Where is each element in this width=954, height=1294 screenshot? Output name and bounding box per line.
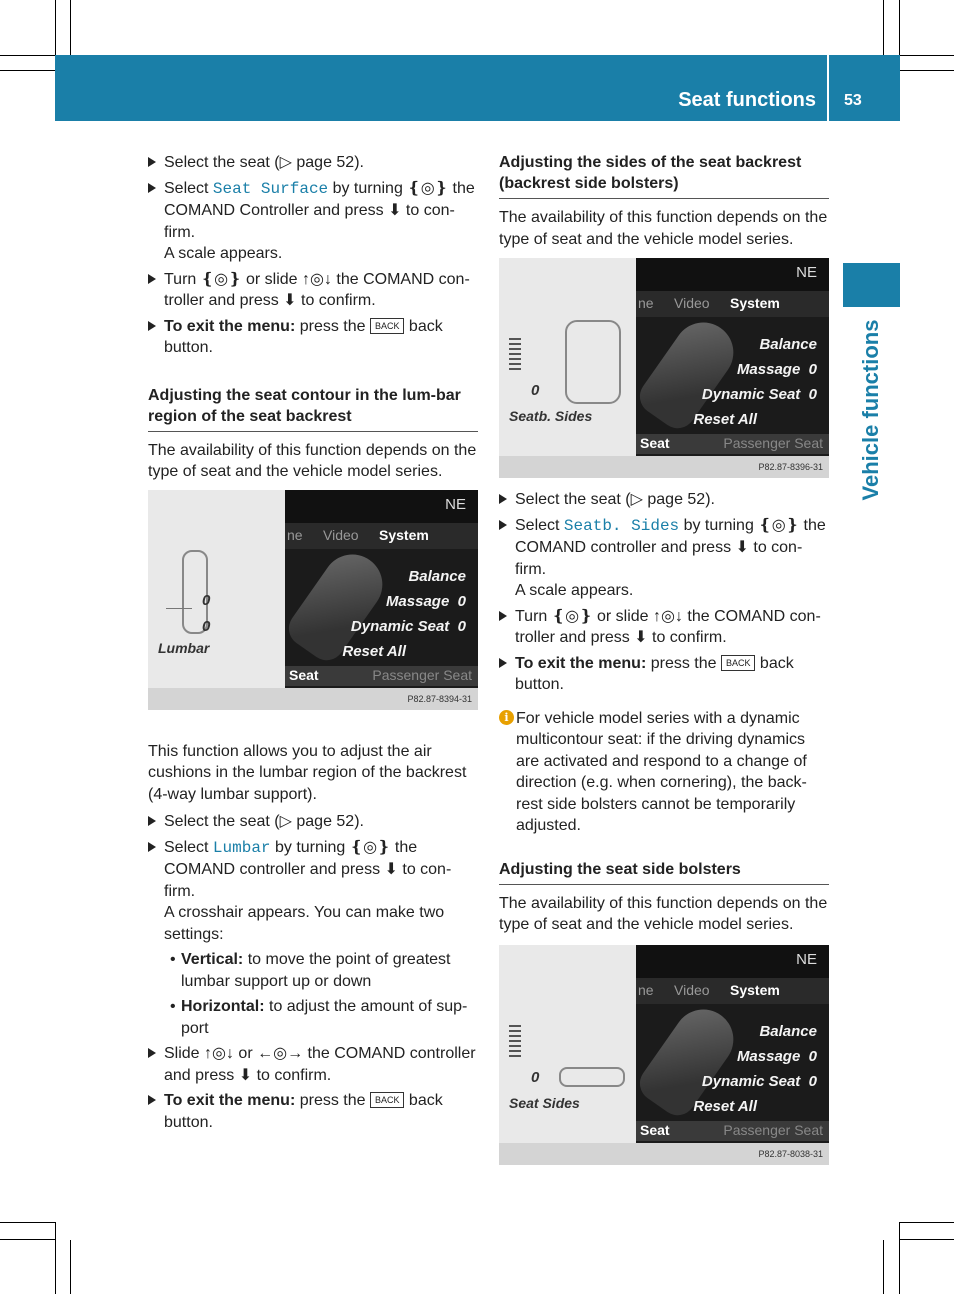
section-title: Seat functions: [678, 89, 816, 111]
step-text: Select: [164, 838, 213, 856]
screen-tabs: [636, 291, 829, 317]
crop-mark: [899, 0, 900, 55]
instruction-step: [148, 178, 478, 265]
paragraph: The availability of this function depends on the type of seat and the vehicle model series.: [148, 441, 477, 480]
passenger-seat-tab: Passenger Seat: [723, 1122, 823, 1138]
back-key-icon: BACK: [370, 318, 405, 334]
section-heading: Adjusting the seat side bolsters: [499, 859, 829, 885]
menu-item-massage: Massage 0: [736, 1048, 817, 1065]
image-caption: P82.87-8394-31: [148, 688, 478, 710]
tab-video: Video: [674, 982, 710, 998]
right-column-steps: [499, 489, 829, 942]
menu-item-dynamic-seat: Dynamic Seat 0: [701, 386, 817, 403]
step-arrow-icon: [499, 494, 507, 504]
info-note: [499, 708, 829, 837]
bullet-text: to adjust the amount of sup-port: [181, 998, 468, 1037]
screen-menu: [677, 336, 817, 436]
instruction-step: [148, 1043, 478, 1086]
screen-tabs: [636, 978, 829, 1004]
screen-label: Lumbar: [158, 640, 210, 656]
menu-item-massage: Massage 0: [736, 361, 817, 378]
menu-item-name: Seat Surface: [212, 179, 329, 198]
menu-item-dynamic-seat: Dynamic Seat 0: [350, 618, 466, 635]
menu-item-balance: Balance: [759, 1023, 817, 1040]
step-arrow-icon: [148, 1095, 156, 1105]
back-key-icon: BACK: [721, 655, 756, 671]
bullet-label: Vertical:: [181, 951, 244, 968]
step-text: press the: [295, 317, 370, 335]
step-text: Select: [164, 179, 213, 197]
menu-item-dynamic-seat: Dynamic Seat 0: [701, 1073, 817, 1090]
passenger-seat-tab: Passenger Seat: [723, 435, 823, 451]
step-text: Slide ↑◎↓ or ←◎→ the COMAND controller and press ⬇ to confirm.: [164, 1045, 476, 1084]
crop-mark: [70, 0, 71, 55]
step-text: press the: [295, 1092, 370, 1109]
paragraph: The availability of this function depends on the type of seat and the vehicle model series.: [499, 894, 828, 933]
step-label: To exit the menu:: [164, 317, 296, 335]
step-text: by turning ❴◎❵ the COMAND Controller and press ⬇ to con-firm.: [164, 179, 475, 241]
info-icon: i: [499, 710, 514, 725]
ne-indicator: NE: [796, 264, 817, 281]
tab-phone: ne: [287, 527, 303, 543]
image-caption: P82.87-8038-31: [499, 1143, 829, 1165]
step-arrow-icon: [499, 658, 507, 668]
step-text: by turning ❴◎❵ the COMAND controller and press ⬇ to con-firm.: [515, 516, 826, 578]
step-arrow-icon: [148, 1048, 156, 1058]
crop-mark: [0, 1239, 55, 1240]
crop-mark: [899, 1222, 900, 1294]
tab-system: System: [379, 527, 429, 543]
menu-item-name: Lumbar: [212, 838, 271, 857]
passenger-seat-tab: Passenger Seat: [372, 667, 472, 683]
ne-indicator: NE: [445, 496, 466, 513]
screen-image-lumbar: [148, 490, 478, 710]
chapter-title: Vehicle functions: [858, 319, 883, 501]
crop-mark: [0, 55, 55, 56]
step-text: by turning ❴◎❵ the COMAND controller and press ⬇ to con-firm.: [164, 838, 452, 900]
step-text: Select the seat (▷ page 52).: [515, 491, 715, 508]
instruction-step: [499, 606, 829, 649]
screen-bottombar: [285, 666, 478, 686]
crop-mark: [883, 0, 884, 55]
menu-item-reset-all: Reset All: [342, 643, 406, 660]
paragraph: The availability of this function depends on the type of seat and the vehicle model series.: [499, 209, 828, 248]
menu-item-name: Seatb. Sides: [563, 516, 680, 535]
list-item: • Horizontal: to adjust the amount of sup-port: [170, 998, 468, 1037]
crop-mark: [55, 0, 56, 55]
seat-cushion-icon: [559, 1067, 625, 1087]
menu-item-reset-all: Reset All: [693, 411, 757, 428]
seat-panel: [148, 490, 285, 688]
seat-outline-icon: [565, 320, 621, 404]
menu-item-massage: Massage 0: [385, 593, 466, 610]
step-text: Select: [515, 516, 564, 534]
tab-phone: ne: [638, 295, 654, 311]
step-arrow-icon: [148, 842, 156, 852]
instruction-step: [148, 152, 478, 174]
list-item: • Vertical: to move the point of greatest lumbar support up or down: [170, 951, 451, 990]
screen-image-seatb-sides: [499, 258, 829, 478]
crop-mark: [883, 1240, 884, 1294]
crop-mark: [0, 70, 55, 71]
crop-mark: [55, 1222, 56, 1294]
tab-system: System: [730, 982, 780, 998]
page-header: [55, 55, 900, 121]
crosshair-icon: [166, 608, 192, 609]
instruction-step: [148, 269, 478, 312]
screen-tabs: [285, 523, 478, 549]
step-text: press the: [646, 654, 721, 672]
image-caption: P82.87-8396-31: [499, 456, 829, 478]
header-divider: [827, 55, 829, 121]
setting-value: 0: [531, 1069, 540, 1086]
instruction-step: [499, 653, 829, 696]
step-arrow-icon: [148, 157, 156, 167]
crop-mark: [900, 1222, 954, 1223]
instruction-step: [499, 489, 829, 511]
screen-label: Seatb. Sides: [509, 408, 593, 424]
crop-mark: [70, 1240, 71, 1294]
scale-icon: [509, 1025, 521, 1060]
screen-topbar: [636, 258, 829, 291]
screen-label: Seat Sides: [509, 1095, 580, 1111]
step-result: A scale appears.: [515, 582, 634, 599]
step-arrow-icon: [499, 520, 507, 530]
crop-mark: [0, 1222, 55, 1223]
crop-mark: [900, 55, 954, 56]
page-number: 53: [844, 92, 862, 109]
instruction-step: [148, 837, 478, 1040]
right-column: [499, 152, 829, 256]
menu-item-balance: Balance: [408, 568, 466, 585]
instruction-step: [148, 811, 478, 833]
step-arrow-icon: [148, 816, 156, 826]
instruction-step: [148, 316, 478, 359]
seat-tab: Seat: [289, 667, 319, 683]
step-text: back button.: [164, 1092, 443, 1131]
step-result: A scale appears.: [164, 245, 283, 262]
bullet-text: to move the point of greatest lumbar support up or down: [181, 951, 451, 990]
section-heading: Adjusting the sides of the seat backrest (backrest side bolsters): [499, 152, 829, 199]
step-text: Select the seat (▷ page 52).: [164, 154, 364, 171]
info-text: For vehicle model series with a dynamic multicontour seat: if the driving dynamics are activated and respond to a change of direction (e.g. when cornering), the back-rest side bolsters cannot be temporarily adjusted.: [516, 709, 807, 834]
step-text: back button.: [515, 654, 794, 693]
step-label: To exit the menu:: [164, 1092, 296, 1109]
screen-image-seat-sides: [499, 945, 829, 1165]
step-result: A crosshair appears. You can make two settings:: [164, 904, 445, 943]
tab-video: Video: [323, 527, 359, 543]
step-label: To exit the menu:: [515, 654, 647, 672]
screen-topbar: [636, 945, 829, 978]
menu-item-reset-all: Reset All: [693, 1098, 757, 1115]
step-text: Turn ❴◎❵ or slide ↑◎↓ the COMAND con-troller and press ⬇ to confirm.: [164, 270, 470, 309]
ne-indicator: NE: [796, 951, 817, 968]
tab-phone: ne: [638, 982, 654, 998]
step-arrow-icon: [148, 274, 156, 284]
chapter-tab: [843, 263, 900, 307]
back-key-icon: BACK: [370, 1092, 405, 1108]
crop-mark: [900, 1239, 954, 1240]
step-arrow-icon: [148, 321, 156, 331]
instruction-step: [499, 515, 829, 602]
bullet-label: Horizontal:: [181, 998, 265, 1015]
vertical-value: 0: [202, 592, 211, 609]
step-arrow-icon: [148, 183, 156, 193]
menu-item-balance: Balance: [759, 336, 817, 353]
scale-icon: [509, 338, 521, 373]
step-arrow-icon: [499, 611, 507, 621]
screen-menu: [677, 1023, 817, 1123]
screen-bottombar: [636, 434, 829, 454]
screen-topbar: [285, 490, 478, 523]
step-text: back button.: [164, 317, 443, 356]
tab-system: System: [730, 295, 780, 311]
section-heading: Adjusting the seat contour in the lum-bar region of the seat backrest: [148, 385, 478, 432]
screen-bottombar: [636, 1121, 829, 1141]
seat-tab: Seat: [640, 1122, 670, 1138]
horizontal-value: 0: [202, 618, 211, 635]
seat-tab: Seat: [640, 435, 670, 451]
setting-value: 0: [531, 382, 540, 399]
instruction-step: [148, 1090, 478, 1133]
step-text: Select the seat (▷ page 52).: [164, 813, 364, 830]
crop-mark: [900, 70, 954, 71]
tab-video: Video: [674, 295, 710, 311]
paragraph: This function allows you to adjust the air cushions in the lumbar region of the backrest (4-way lumbar support).: [148, 742, 467, 803]
step-text: Turn ❴◎❵ or slide ↑◎↓ the COMAND con-troller and press ⬇ to confirm.: [515, 607, 821, 646]
screen-menu: [326, 568, 466, 668]
